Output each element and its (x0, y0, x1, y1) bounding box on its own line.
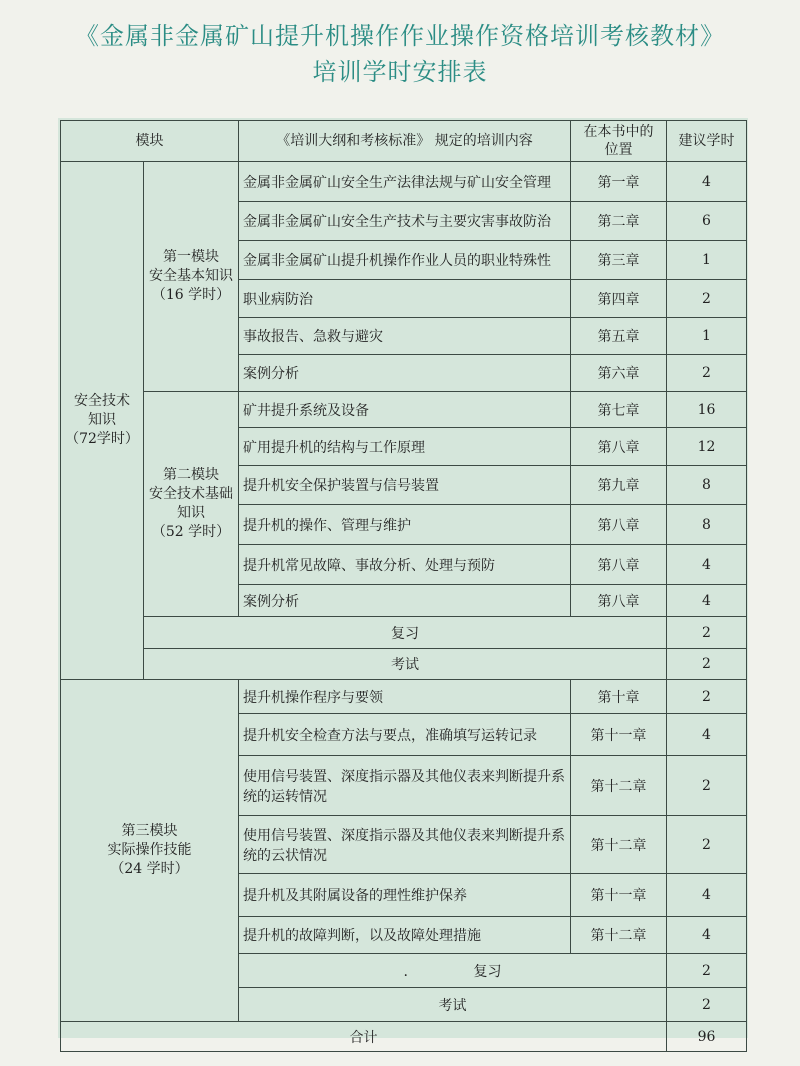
header-position: 在本书中的 位置 (571, 121, 667, 162)
hours-cell: 2 (667, 816, 747, 874)
review-mark: . (403, 963, 408, 980)
chapter-cell: 第四章 (571, 280, 667, 318)
total-label: 合计 (61, 1022, 667, 1052)
hours-cell: 16 (667, 392, 747, 428)
review-label: . 复习 (239, 954, 667, 988)
chapter-cell: 第三章 (571, 241, 667, 280)
content-cell: 提升机操作程序与要领 (239, 680, 571, 714)
content-cell: 提升机安全检查方法与要点，准确填写运转记录 (239, 714, 571, 756)
chapter-cell: 第二章 (571, 202, 667, 241)
content-cell: 提升机常见故障、事故分析、处理与预防 (239, 545, 571, 585)
hours-cell: 12 (667, 428, 747, 466)
hours-cell: 2 (667, 649, 747, 680)
chapter-cell: 第十一章 (571, 874, 667, 917)
content-cell: 金属非金属矿山安全生产法律法规与矿山安全管理 (239, 162, 571, 202)
hours-cell: 4 (667, 545, 747, 585)
content-cell: 职业病防治 (239, 280, 571, 318)
header-module: 模块 (61, 121, 239, 162)
exam-label: 考试 (144, 649, 667, 680)
content-cell: 使用信号装置、深度指示器及其他仪表来判断提升系统的运转情况 (239, 756, 571, 816)
hours-cell: 6 (667, 202, 747, 241)
hours-cell: 1 (667, 241, 747, 280)
training-hours-table (60, 120, 747, 1052)
content-cell: 案例分析 (239, 355, 571, 392)
chapter-cell: 第十二章 (571, 756, 667, 816)
chapter-cell: 第八章 (571, 428, 667, 466)
hours-cell: 4 (667, 874, 747, 917)
chapter-cell: 第八章 (571, 505, 667, 545)
content-cell: 金属非金属矿山安全生产技术与主要灾害事故防治 (239, 202, 571, 241)
exam-label: 考试 (239, 988, 667, 1022)
hours-cell: 2 (667, 756, 747, 816)
hours-cell: 4 (667, 585, 747, 617)
content-cell: 提升机的故障判断，以及故障处理措施 (239, 917, 571, 954)
header-row (61, 121, 747, 162)
content-cell: 金属非金属矿山提升机操作作业人员的职业特殊性 (239, 241, 571, 280)
table-title: 培训学时安排表 (312, 58, 488, 86)
exam-row (61, 649, 747, 680)
book-title: 《金属非金属矿山提升机操作作业操作资格培训考核教材》 (75, 22, 725, 50)
hours-cell: 8 (667, 466, 747, 505)
content-cell: 矿用提升机的结构与工作原理 (239, 428, 571, 466)
hours-cell: 2 (667, 355, 747, 392)
header-hours: 建议学时 (667, 121, 747, 162)
content-cell: 提升机的操作、管理与维护 (239, 505, 571, 545)
hours-cell: 4 (667, 714, 747, 756)
hours-cell: 2 (667, 954, 747, 988)
module-2-name: 第二模块 安全技术基础 知识 （52 学时） (144, 392, 239, 617)
chapter-cell: 第十二章 (571, 816, 667, 874)
chapter-cell: 第十章 (571, 680, 667, 714)
review-row (61, 617, 747, 649)
chapter-cell: 第一章 (571, 162, 667, 202)
hours-cell: 2 (667, 988, 747, 1022)
hours-cell: 1 (667, 318, 747, 355)
table-row (61, 162, 747, 202)
chapter-cell: 第七章 (571, 392, 667, 428)
content-cell: 使用信号装置、深度指示器及其他仪表来判断提升系统的云状情况 (239, 816, 571, 874)
table-row (61, 392, 747, 428)
content-cell: 矿井提升系统及设备 (239, 392, 571, 428)
table-row (61, 680, 747, 714)
hours-cell: 4 (667, 917, 747, 954)
module-3-name: 第三模块 实际操作技能 （24 学时） (61, 680, 239, 1022)
content-cell: 提升机及其附属设备的理性维护保养 (239, 874, 571, 917)
module-1-name: 第一模块 安全基本知识 （16 学时） (144, 162, 239, 392)
hours-cell: 4 (667, 162, 747, 202)
chapter-cell: 第九章 (571, 466, 667, 505)
chapter-cell: 第六章 (571, 355, 667, 392)
hours-cell: 2 (667, 280, 747, 318)
chapter-cell: 第十二章 (571, 917, 667, 954)
hours-cell: 2 (667, 617, 747, 649)
total-hours: 96 (667, 1022, 747, 1052)
chapter-cell: 第十一章 (571, 714, 667, 756)
chapter-cell: 第八章 (571, 585, 667, 617)
total-row (61, 1022, 747, 1052)
content-cell: 事故报告、急救与避灾 (239, 318, 571, 355)
section-safety-knowledge: 安全技术 知识 （72学时） (61, 162, 144, 680)
content-cell: 案例分析 (239, 585, 571, 617)
hours-cell: 2 (667, 680, 747, 714)
hours-cell: 8 (667, 505, 747, 545)
chapter-cell: 第五章 (571, 318, 667, 355)
content-cell: 提升机安全保护装置与信号装置 (239, 466, 571, 505)
review-label: 复习 (144, 617, 667, 649)
header-content: 《培训大纲和考核标准》 规定的培训内容 (239, 121, 571, 162)
chapter-cell: 第八章 (571, 545, 667, 585)
